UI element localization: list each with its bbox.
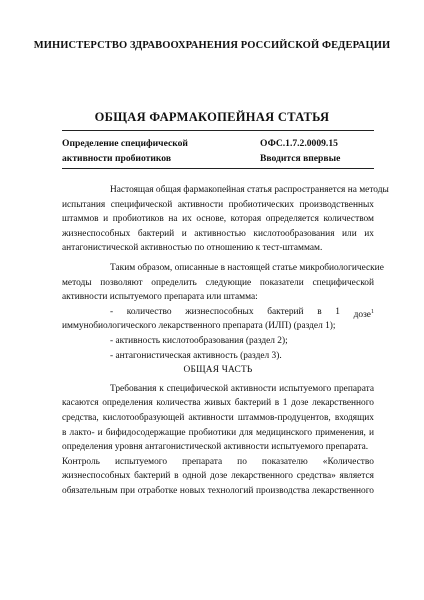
paragraph-line: штаммов и пробиотиков на их основе, которая определяется количеством [62, 214, 374, 225]
article-title-line2: активности пробиотиков [62, 153, 172, 164]
paragraph-line: определения уровня антагонистической активности испытуемого препарата. [62, 442, 369, 453]
paragraph-line: Контроль испытуемого препарата по показателю «Количество [62, 456, 374, 467]
paragraph-line: антагонистической активностью по отношению к тест-штаммам. [62, 243, 323, 254]
article-code: ОФС.1.7.2.0009.15 [260, 138, 338, 149]
paragraph-line: Таким образом, описанные в настоящей статье микробиологические [110, 262, 384, 273]
paragraph-line: испытания специфической активности пробиотических производственных [62, 199, 374, 210]
ministry-header: МИНИСТЕРСТВО ЗДРАВООХРАНЕНИЯ РОССИЙСКОЙ ФЕДЕРАЦИИ [33, 40, 391, 51]
paragraph-line: жизнеспособных бактерий в одной дозе лекарственного средства» является [62, 471, 374, 482]
list-item: - количество жизнеспособных бактерий в 1 дозе1 [110, 306, 374, 320]
paragraph-line: средства, кислотообразующей активности штаммов-продуцентов, входящих [62, 412, 374, 423]
footnote-marker: 1 [370, 308, 374, 315]
paragraph-line: в лакто- и бифидосодержащие пробиотики для медицинского применения, и [62, 427, 374, 438]
article-type-title: ОБЩАЯ ФАРМАКОПЕЙНАЯ СТАТЬЯ [94, 110, 330, 124]
list-item: - антагонистическая активность (раздел 3). [110, 350, 282, 361]
paragraph-line: жизнеспособных бактерий и активностью кислотообразования или их [62, 228, 374, 239]
paragraph-line: активности испытуемого препарата или штамма: [62, 292, 258, 303]
paragraph-line: Настоящая общая фармакопейная статья распространяется на методы [110, 185, 389, 195]
section-heading: ОБЩАЯ ЧАСТЬ [183, 365, 253, 376]
article-title-line1: Определение специфической [62, 138, 188, 149]
document-body [62, 183, 389, 498]
top-rule [62, 130, 374, 131]
paragraph-line: Требования к специфической активности испытуемого препарата [110, 383, 374, 394]
paragraph-line: касаются определения количества живых бактерий в 1 дозе лекарственного [62, 398, 374, 409]
paragraph-line: обязательным при отработке новых технологий производства лекарственного [62, 485, 374, 496]
list-item: - активность кислотообразования (раздел 2); [110, 335, 288, 346]
introduced-note: Вводится впервые [260, 153, 341, 164]
bottom-rule [62, 168, 374, 169]
list-item-continuation: иммунобиологического лекарственного препарата (ИЛП) (раздел 1); [62, 321, 336, 332]
paragraph-line: методы позволяют определить следующие показатели специфической [62, 277, 374, 288]
